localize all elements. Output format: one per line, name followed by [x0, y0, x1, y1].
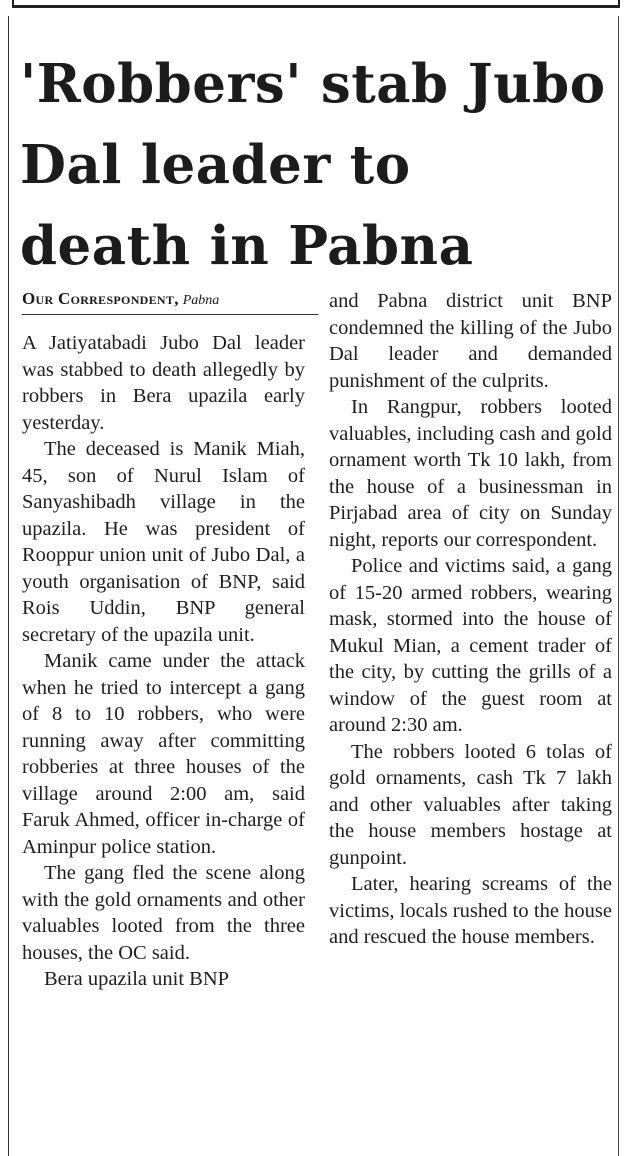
article-headline [20, 44, 618, 287]
right-column-rule [618, 16, 619, 1156]
byline-place: Pabna [182, 293, 220, 308]
byline-divider [22, 314, 318, 315]
headline-line: 'Robbers' stab Jubo [20, 53, 606, 115]
article-paragraph: and Pabna district unit BNP condemned the killing of the Jubo Dal leader and demanded punishment of the culprits. [329, 290, 612, 392]
article-column-right [329, 288, 612, 951]
article-paragraph: The gang fled the scene along with the gold ornaments and other valuables looted from the three houses, the OC said. [22, 862, 305, 964]
article-paragraph: The robbers looted 6 tolas of gold ornaments, cash Tk 7 lakh and other valuables after taking the house members hostage at gunpoint. [329, 740, 612, 869]
article-paragraph: The deceased is Manik Miah, 45, son of Nurul Islam of Sanyashibadh village in the upazila. He was president of Rooppur union unit of Jubo Dal, a youth organisation of BNP, said Rois Uddin, BNP general secretary of the upazila unit. [22, 438, 305, 646]
headline-line: Dal leader to [20, 134, 411, 196]
article-column-left [22, 330, 305, 993]
article-paragraph: Manik came under the attack when he tried to intercept a gang of 8 to 10 robbers, who were running away after committing robberies at three houses of the village around 2:00 am, said Faruk Ahmed, officer in-charge of Aminpur police station. [22, 650, 305, 858]
article-paragraph: Police and victims said, a gang of 15-20 armed robbers, wearing mask, stormed into the house of Mukul Mian, a cement trader of the city, by cutting the grills of a window of the guest room at around 2:30 am. [329, 555, 612, 736]
article-paragraph: A Jatiyatabadi Jubo Dal leader was stabbed to death allegedly by robbers in Bera upazila early yesterday. [22, 332, 305, 434]
headline-line: death in Pabna [20, 215, 474, 277]
byline [22, 288, 322, 312]
article-paragraph: In Rangpur, robbers looted valuables, including cash and gold ornament worth Tk 10 lakh, from the house of a businessman in Pirjabad area of city on Sunday night, reports our correspondent. [329, 396, 612, 551]
left-column-rule [8, 16, 9, 1156]
top-border-rule [12, 0, 620, 8]
article-paragraph: Later, hearing screams of the victims, locals rushed to the house and rescued the house members. [329, 873, 612, 948]
article-paragraph: Bera upazila unit BNP [44, 968, 230, 990]
byline-author: Our Correspondent, [22, 289, 179, 308]
